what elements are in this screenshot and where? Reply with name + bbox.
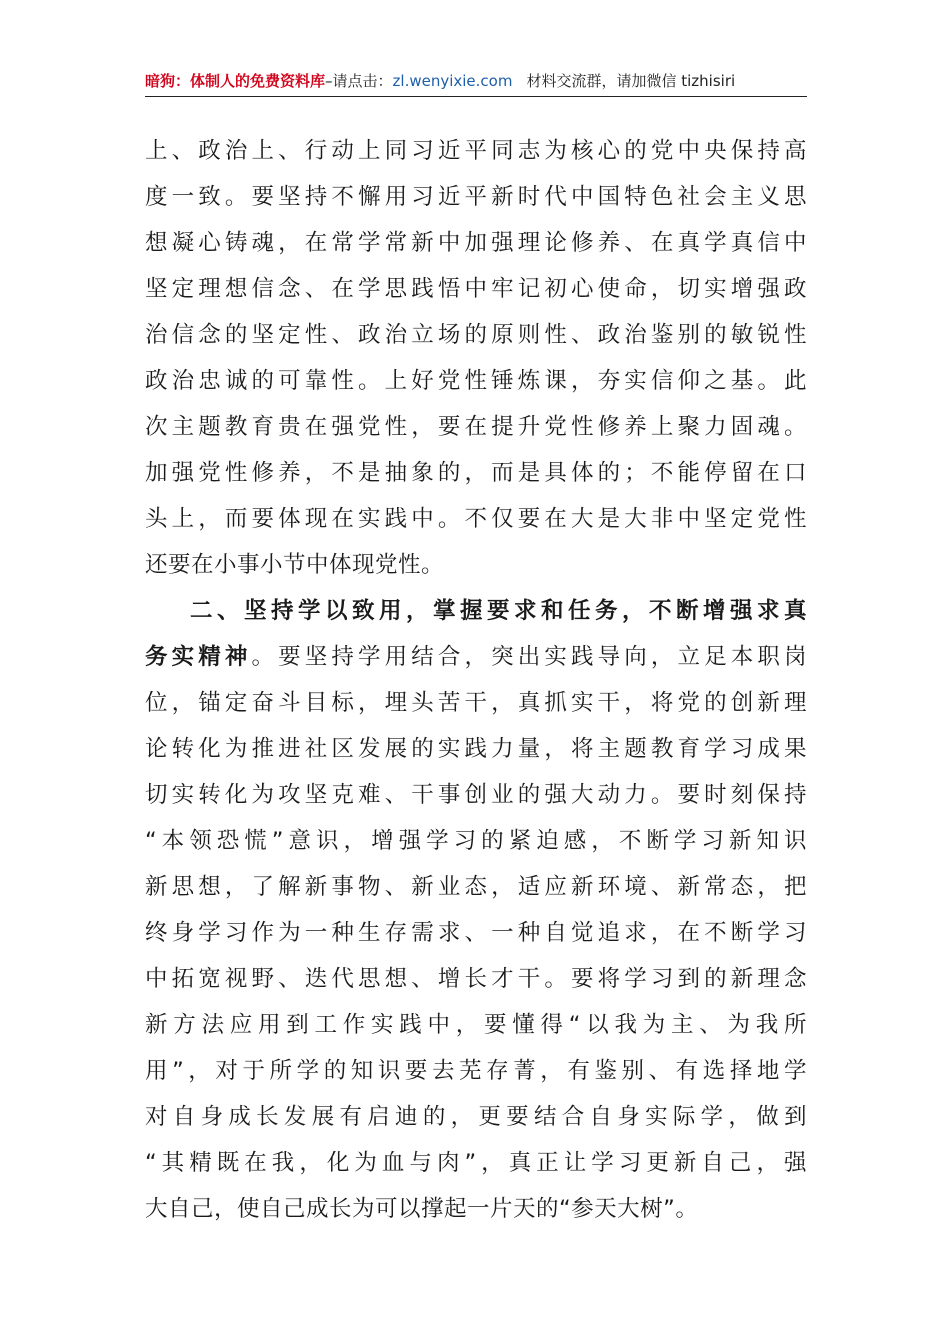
text-line: 还要在小事小节中体现党性。 bbox=[145, 552, 445, 578]
text-line: 中拓宽视野、迭代思想、增长才干。要将学习到的新理念 bbox=[145, 966, 807, 992]
text-line: 加强党性修养，不是抽象的，而是具体的；不能停留在口 bbox=[145, 460, 807, 486]
text-line: 头上，而要体现在实践中。不仅要在大是大非中坚定党性 bbox=[145, 506, 807, 532]
text-line: 对自身成长发展有启迪的，更要结合自身实际学，做到 bbox=[145, 1104, 807, 1130]
text-line: 新思想，了解新事物、新业态，适应新环境、新常态，把 bbox=[145, 874, 807, 900]
text-line: 论转化为推进社区发展的实践力量，将主题教育学习成果 bbox=[145, 736, 807, 762]
header-divider bbox=[145, 96, 807, 97]
text-line: 度一致。要坚持不懈用习近平新时代中国特色社会主义思 bbox=[145, 184, 807, 210]
page-header bbox=[145, 68, 805, 94]
text-line: 政治忠诚的可靠性。上好党性锤炼课，夯实信仰之基。此 bbox=[145, 368, 807, 394]
text-line: 切实转化为攻坚克难、干事创业的强大动力。要时刻保持 bbox=[145, 782, 807, 808]
section-heading-end: 务实精神 bbox=[145, 644, 252, 670]
section-heading: 二、坚持学以致用，掌握要求和任务，不断增强求真 bbox=[190, 598, 807, 624]
header-brand: 暗狗：体制人的免费资料库 bbox=[145, 72, 326, 90]
text-line: 想凝心铸魂，在常学常新中加强理论修养、在真学真信中 bbox=[145, 230, 807, 256]
text-line: 终身学习作为一种生存需求、一种自觉追求，在不断学习 bbox=[145, 920, 807, 946]
text-line: 坚定理想信念、在学思践悟中牢记初心使命，切实增强政 bbox=[145, 276, 807, 302]
header-link-prefix: –请点击： bbox=[325, 72, 393, 90]
text-line: 大自己，使自己成长为可以撑起一片天的“参天大树”。 bbox=[145, 1196, 699, 1222]
text-line: “本领恐慌”意识，增强学习的紧迫感，不断学习新知识 bbox=[145, 828, 807, 854]
paragraph-1 bbox=[145, 128, 807, 588]
header-group-info: 材料交流群，请加微信 tizhisiri bbox=[526, 72, 736, 90]
header-link[interactable]: zl.wenyixie.com bbox=[392, 72, 513, 90]
text-line: 上、政治上、行动上同习近平同志为核心的党中央保持高 bbox=[145, 138, 807, 164]
document-body bbox=[145, 128, 807, 1232]
text-line: 新方法应用到工作实践中，要懂得“以我为主、为我所 bbox=[145, 1012, 807, 1038]
text-span: 。要坚持学用结合，突出实践导向，立足本职岗 bbox=[251, 644, 807, 670]
text-line: 用”，对于所学的知识要去芜存菁，有鉴别、有选择地学 bbox=[145, 1058, 807, 1084]
text-line: “其精既在我，化为血与肉”，真正让学习更新自己，强 bbox=[145, 1150, 807, 1176]
text-line: 位，锚定奋斗目标，埋头苦干，真抓实干，将党的创新理 bbox=[145, 690, 807, 716]
text-line: 次主题教育贵在强党性，要在提升党性修养上聚力固魂。 bbox=[145, 414, 807, 440]
text-line: 治信念的坚定性、政治立场的原则性、政治鉴别的敏锐性 bbox=[145, 322, 807, 348]
text-line bbox=[145, 634, 807, 680]
paragraph-2 bbox=[145, 588, 807, 1232]
